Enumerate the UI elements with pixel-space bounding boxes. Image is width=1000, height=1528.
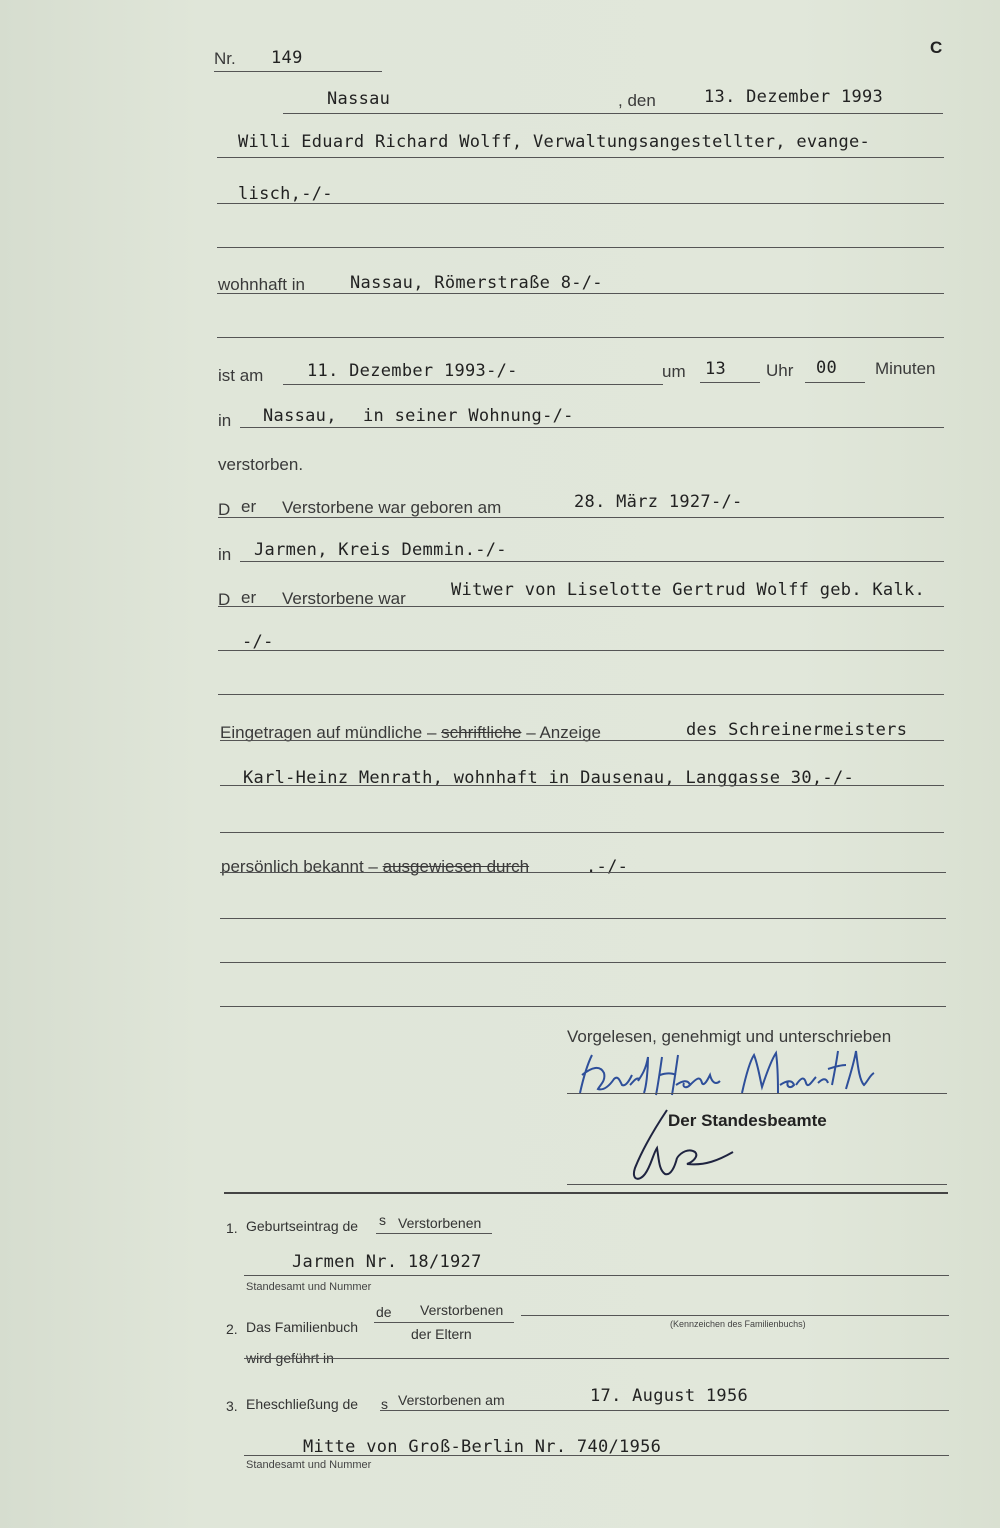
marital-line-3 (218, 694, 944, 695)
birth-er-label: er (241, 497, 257, 516)
item3-label: Eheschließung de (246, 1396, 359, 1412)
birth-date-line (218, 517, 944, 518)
residence-label: wohnhaft in (218, 275, 305, 294)
item1-label: Geburtseintrag de (246, 1218, 359, 1234)
item2-number: 2. (226, 1321, 238, 1337)
item2-option-eltern: der Eltern (411, 1326, 472, 1342)
death-date-label: ist am (218, 366, 264, 385)
deceased-name-line1: Willi Eduard Richard Wolff, Verwaltungsangestellter, evange- (238, 132, 871, 152)
birth-place: Jarmen, Kreis Demmin.-/- (254, 540, 507, 560)
footer-divider (224, 1192, 948, 1194)
registrar-signature-line (567, 1184, 947, 1185)
item3-date: 17. August 1956 (590, 1386, 749, 1406)
item2-option-verstorbenen: Verstorbenen (420, 1302, 504, 1318)
death-place-line (240, 427, 944, 428)
identification-label-struck: ausgewiesen durch (382, 857, 530, 876)
identification-label-prefix: persönlich bekannt – (221, 857, 378, 876)
blank-line-2 (220, 962, 946, 963)
item1-value-line (244, 1275, 949, 1276)
item1-number: 1. (226, 1220, 238, 1236)
item3-label2: Verstorbenen am (398, 1392, 505, 1408)
residence-line-2 (217, 337, 944, 338)
item3-value: Mitte von Groß-Berlin Nr. 740/1956 (303, 1437, 662, 1457)
verstorben-label: verstorben. (218, 455, 304, 474)
marital-continuation: -/- (242, 632, 274, 652)
hour-line (700, 382, 760, 383)
entry-number: 149 (271, 48, 303, 68)
death-date: 11. Dezember 1993-/- (307, 361, 518, 381)
marital-value: Witwer von Liselotte Gertrud Wolff geb. Kalk. (451, 580, 926, 600)
marital-line (218, 606, 944, 607)
report-value-line2: Karl-Heinz Menrath, wohnhaft in Dausenau, Langgasse 30,-/- (243, 768, 855, 788)
item1-label-line (376, 1233, 492, 1234)
um-label: um (662, 362, 686, 381)
death-hour: 13 (705, 359, 727, 379)
report-label-prefix: Eingetragen auf mündliche – (220, 723, 437, 742)
item1-s: s (379, 1212, 386, 1228)
death-place-label: in (218, 411, 232, 430)
item2-caption: (Kennzeichen des Familienbuchs) (670, 1319, 806, 1329)
report-line (220, 740, 944, 741)
blank-line-3 (220, 1006, 946, 1007)
identification-value: .-/- (586, 857, 629, 877)
name-line-1 (217, 157, 944, 158)
registrar-label: Der Standesbeamte (668, 1111, 827, 1130)
minuten-label: Minuten (875, 359, 936, 378)
item2-de: de (376, 1304, 392, 1320)
signature-statement: Vorgelesen, genehmigt und unterschrieben (567, 1027, 892, 1046)
identification-line (220, 872, 946, 873)
report-label-struck: schriftliche (441, 723, 522, 742)
item2-label: Das Familienbuch (246, 1319, 359, 1335)
item1-caption: Standesamt und Nummer (246, 1281, 372, 1293)
item2-location-line (244, 1358, 949, 1359)
name-line-3 (217, 247, 944, 248)
item2-label2: wird geführt in (246, 1350, 334, 1366)
informant-signature (570, 1045, 910, 1100)
item3-date-line (380, 1410, 949, 1411)
name-line-2 (217, 203, 944, 204)
item3-s: s (381, 1396, 388, 1412)
informant-signature-line (567, 1093, 947, 1094)
registry-date: 13. Dezember 1993 (704, 87, 884, 107)
item2-value-line (521, 1315, 949, 1316)
residence-value: Nassau, Römerstraße 8-/- (350, 273, 603, 293)
item3-value-line (244, 1455, 949, 1456)
report-line-2 (220, 785, 944, 786)
death-place-detail: in seiner Wohnung-/- (363, 406, 574, 426)
item3-number: 3. (226, 1398, 238, 1414)
report-value-line1: des Schreinermeisters (686, 720, 908, 740)
item1-value: Jarmen Nr. 18/1927 (292, 1252, 482, 1272)
birth-date: 28. März 1927-/- (574, 492, 743, 512)
den-label: , den (618, 91, 656, 110)
registrar-signature (615, 1108, 755, 1188)
marital-label: Verstorbene war (282, 589, 406, 608)
entry-number-label: Nr. (214, 49, 236, 68)
birth-place-line (240, 561, 944, 562)
report-label-suffix: – Anzeige (526, 723, 601, 742)
death-place: Nassau, (263, 406, 337, 426)
registry-place: Nassau (327, 89, 391, 109)
report-line-3 (220, 832, 944, 833)
death-date-line (283, 384, 663, 385)
birth-place-label: in (218, 545, 232, 564)
death-minutes: 00 (816, 358, 838, 378)
identification-label (221, 857, 529, 877)
birth-label: Verstorbene war geboren am (282, 498, 502, 517)
item2-option-divider (374, 1322, 514, 1323)
minutes-line (805, 382, 865, 383)
residence-line (217, 293, 944, 294)
marital-er-label: er (241, 588, 257, 607)
uhr-label: Uhr (766, 361, 794, 380)
entry-number-line (214, 71, 382, 72)
deceased-name-line2: lisch,-/- (238, 184, 333, 204)
marital-d-label: D (218, 590, 231, 609)
item3-caption: Standesamt und Nummer (246, 1459, 372, 1471)
birth-d-label: D (218, 500, 231, 519)
marital-line-2 (218, 650, 944, 651)
corner-mark: C (930, 38, 943, 57)
blank-line-1 (220, 918, 946, 919)
place-date-line (283, 113, 943, 114)
item1-label2: Verstorbenen (398, 1215, 482, 1231)
